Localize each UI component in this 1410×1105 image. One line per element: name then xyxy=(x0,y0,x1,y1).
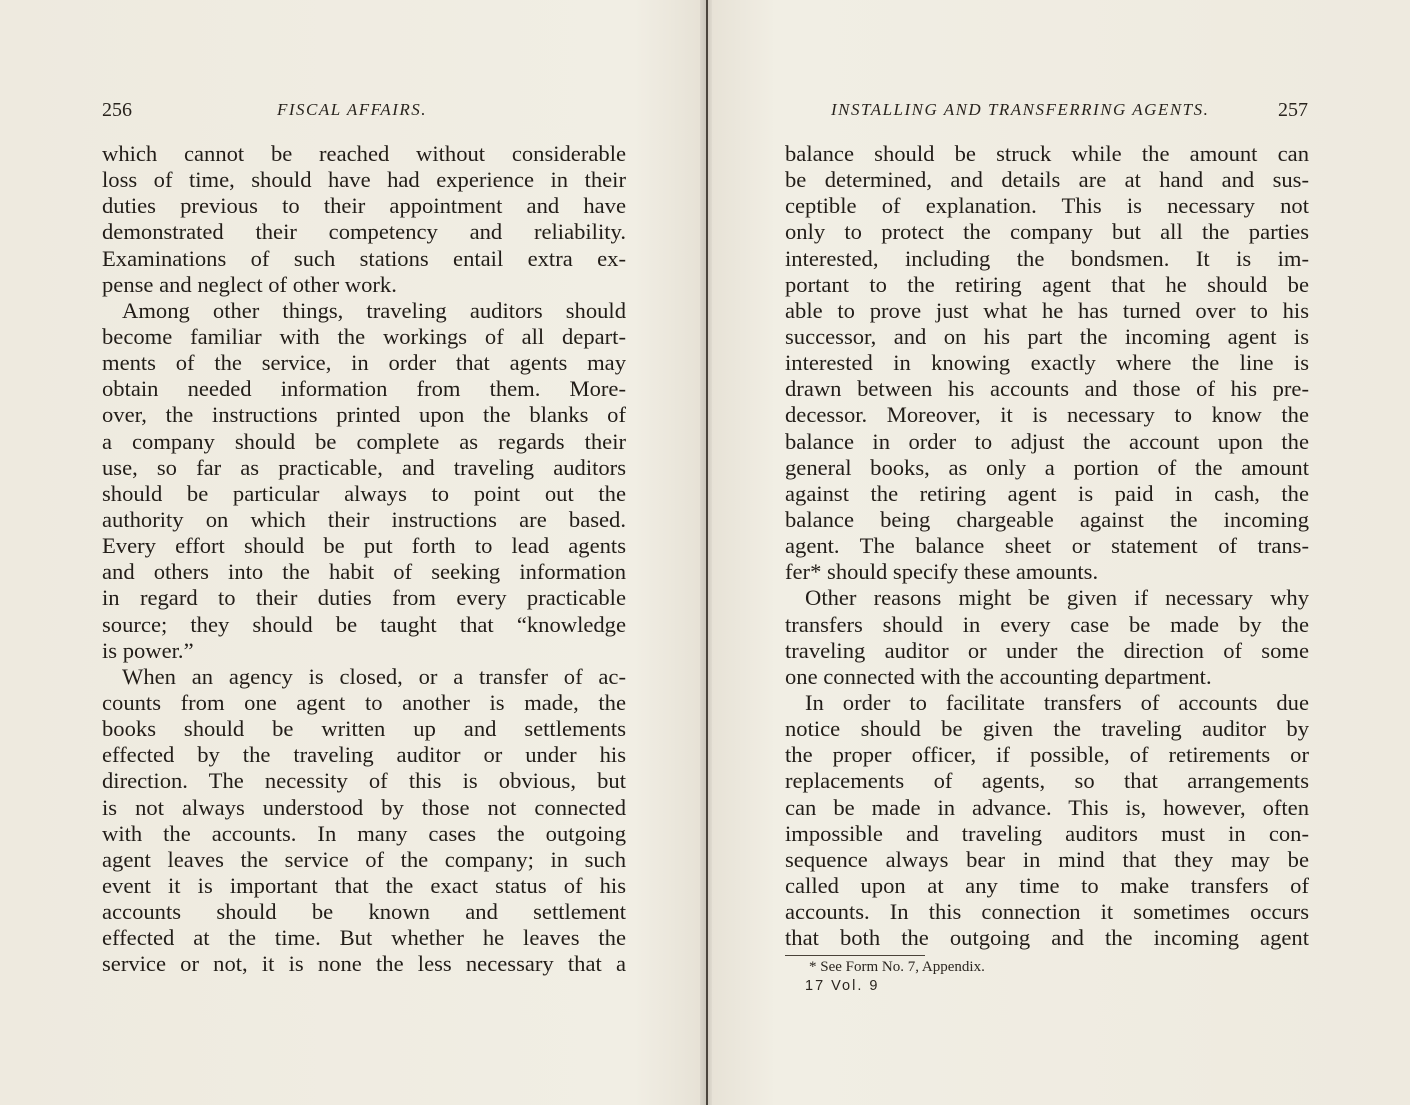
left-page xyxy=(0,0,700,1105)
text-line: Every effort should be put forth to lead agents xyxy=(102,533,626,559)
text-line: portant to the retiring agent that he should be xyxy=(785,271,1309,297)
text-line: that both the outgoing and the incoming agent xyxy=(785,925,1309,951)
text-line: books should be written up and settlements xyxy=(102,716,626,742)
text-line: Examinations of such stations entail extra ex- xyxy=(102,245,626,271)
right-page xyxy=(712,0,1410,1105)
text-line: balance in order to adjust the account upon the xyxy=(785,428,1309,454)
text-line: decessor. Moreover, it is necessary to know the xyxy=(785,402,1309,428)
text-line: able to prove just what he has turned over to his xyxy=(785,297,1309,323)
text-line: effected by the traveling auditor or under his xyxy=(102,742,626,768)
text-line: obtain needed information from them. More- xyxy=(102,376,626,402)
text-line: sequence always bear in mind that they may be xyxy=(785,846,1309,872)
text-line: transfers should in every case be made by the xyxy=(785,611,1309,637)
left-running-head xyxy=(277,96,427,124)
text-line: balance being chargeable against the incoming xyxy=(785,506,1309,532)
text-line: direction. The necessity of this is obvious, but xyxy=(102,768,626,794)
text-line: should be particular always to point out the xyxy=(102,480,626,506)
paragraph-start-line: When an agency is closed, or a transfer of ac- xyxy=(122,663,626,689)
paragraph-start-line: Among other things, traveling auditors should xyxy=(122,297,626,323)
text-line: interested in knowing exactly where the line is xyxy=(785,350,1309,376)
text-line: which cannot be reached without considerable xyxy=(102,141,626,166)
text-line: fer* should specify these amounts. xyxy=(785,559,1099,585)
right-running-head xyxy=(831,96,1209,124)
text-line: be determined, and details are at hand and sus- xyxy=(785,167,1309,193)
text-line: successor, and on his part the incoming agent is xyxy=(785,323,1309,349)
footnote: * See Form No. 7, Appendix. xyxy=(809,959,985,975)
text-line: ments of the service, in order that agents may xyxy=(102,350,626,376)
text-line: can be made in advance. This is, however, often xyxy=(785,794,1309,820)
text-line: is not always understood by those not connected xyxy=(102,794,626,820)
text-line: ceptible of explanation. This is necessary not xyxy=(785,193,1309,219)
text-line: balance should be struck while the amount can xyxy=(785,141,1309,166)
footnote-rule xyxy=(785,955,925,956)
text-line: one connected with the accounting department. xyxy=(785,663,1212,689)
right-page-body xyxy=(785,141,1309,951)
text-line: counts from one agent to another is made, the xyxy=(102,689,626,715)
text-line: in regard to their duties from every practicable xyxy=(102,585,626,611)
text-line: agent leaves the service of the company; in such xyxy=(102,846,626,872)
text-line: with the accounts. In many cases the outgoing xyxy=(102,820,626,846)
left-page-number xyxy=(102,96,132,125)
text-line: is power.” xyxy=(102,637,194,663)
text-line: impossible and traveling auditors must in con- xyxy=(785,820,1309,846)
signature-mark: 17 Vol. 9 xyxy=(805,978,880,994)
text-line: source; they should be taught that “knowledge xyxy=(102,611,626,637)
text-line: interested, including the bondsmen. It is im- xyxy=(785,245,1309,271)
page-number: 256 xyxy=(102,99,132,121)
text-line: and others into the habit of seeking information xyxy=(102,559,626,585)
paragraph-start-line: In order to facilitate transfers of accounts due xyxy=(805,689,1309,715)
text-line: effected at the time. But whether he leaves the xyxy=(102,925,626,951)
text-line: called upon at any time to make transfers of xyxy=(785,872,1309,898)
text-line: demonstrated their competency and reliability. xyxy=(102,219,626,245)
paragraph-start-line: Other reasons might be given if necessary why xyxy=(805,585,1309,611)
text-line: general books, as only a portion of the amount xyxy=(785,454,1309,480)
text-line: pense and neglect of other work. xyxy=(102,271,397,297)
text-line: only to protect the company but all the parties xyxy=(785,219,1309,245)
text-line: a company should be complete as regards their xyxy=(102,428,626,454)
text-line: traveling auditor or under the direction of some xyxy=(785,637,1309,663)
text-line: accounts. In this connection it sometimes occurs xyxy=(785,899,1309,925)
text-line: drawn between his accounts and those of his pre- xyxy=(785,376,1309,402)
page-number: 257 xyxy=(1278,99,1308,121)
text-line: against the retiring agent is paid in cash, the xyxy=(785,480,1309,506)
text-line: replacements of agents, so that arrangements xyxy=(785,768,1309,794)
text-line: authority on which their instructions are based. xyxy=(102,506,626,532)
text-line: become familiar with the workings of all depart- xyxy=(102,323,626,349)
running-title: INSTALLING AND TRANSFERRING AGENTS. xyxy=(831,100,1210,119)
text-line: the proper officer, if possible, of retirements or xyxy=(785,742,1309,768)
text-line: event it is important that the exact status of his xyxy=(102,872,626,898)
running-title: FISCAL AFFAIRS. xyxy=(277,100,427,119)
text-line: service or not, it is none the less necessary that a xyxy=(102,951,626,977)
text-line: notice should be given the traveling auditor by xyxy=(785,716,1309,742)
gutter-line xyxy=(706,0,708,1105)
text-line: loss of time, should have had experience in their xyxy=(102,167,626,193)
right-page-number xyxy=(1278,96,1308,125)
text-line: over, the instructions printed upon the blanks of xyxy=(102,402,626,428)
text-line: accounts should be known and settlement xyxy=(102,899,626,925)
text-line: duties previous to their appointment and have xyxy=(102,193,626,219)
text-line: use, so far as practicable, and traveling auditors xyxy=(102,454,626,480)
left-page-body xyxy=(102,141,626,978)
text-line: agent. The balance sheet or statement of trans- xyxy=(785,533,1309,559)
